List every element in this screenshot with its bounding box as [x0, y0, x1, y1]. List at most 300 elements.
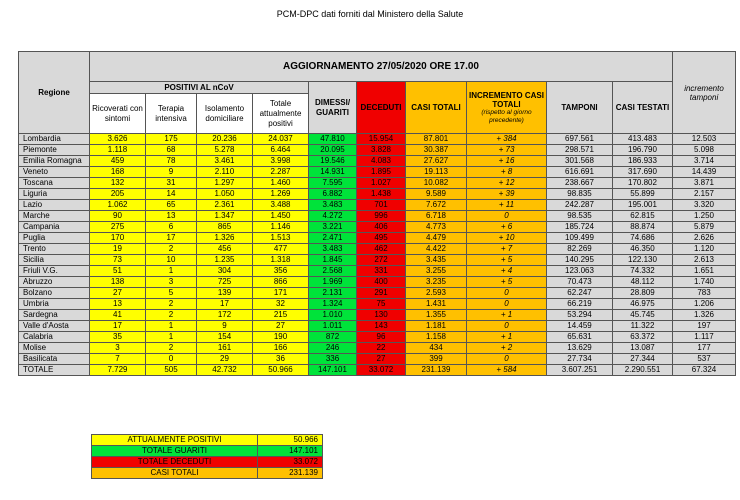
cell-isolamento: 2.361: [197, 200, 253, 211]
col-header-ricoverati: Ricoverati con sintomi: [90, 94, 146, 134]
cell-incremento: 0: [467, 211, 547, 222]
cell-casi-totali: 2.593: [406, 288, 467, 299]
cell-totale-positivi: 190: [253, 332, 309, 343]
cell-ricoverati: 459: [90, 156, 146, 167]
cell-deceduti: 1.438: [357, 189, 406, 200]
table-row: [19, 178, 736, 189]
col-header-casi-totali: CASI TOTALI: [406, 82, 467, 134]
cell-regione: Toscana: [19, 178, 90, 189]
cell-casi-totali: 1.181: [406, 321, 467, 332]
cell-regione: Friuli V.G.: [19, 266, 90, 277]
cell-tamponi: 301.568: [547, 156, 613, 167]
cell-terapia: 3: [146, 277, 197, 288]
cell-deceduti: 3.828: [357, 145, 406, 156]
cell-ricoverati: 27: [90, 288, 146, 299]
cell-dimessi: 872: [309, 332, 357, 343]
cell-tamponi: 70.473: [547, 277, 613, 288]
table-row: [19, 354, 736, 365]
cell-totale-positivi: 6.464: [253, 145, 309, 156]
cell-ricoverati: 3.626: [90, 134, 146, 145]
cell-regione: Calabria: [19, 332, 90, 343]
cell-incremento: + 39: [467, 189, 547, 200]
cell-casi-totali: 399: [406, 354, 467, 365]
cell-casi-testati: 55.899: [613, 189, 673, 200]
cell-regione: TOTALE: [19, 365, 90, 376]
cell-dimessi: 1.010: [309, 310, 357, 321]
summary-label: CASI TOTALI: [92, 468, 258, 479]
summary-table: [91, 434, 323, 479]
col-header-dimessi: DIMESSI/ GUARITI: [309, 82, 357, 134]
cell-terapia: 31: [146, 178, 197, 189]
cell-deceduti: 291: [357, 288, 406, 299]
summary-label: TOTALE DECEDUTI: [92, 457, 258, 468]
cell-incremento-tamponi: 1.117: [673, 332, 736, 343]
cell-incremento: + 5: [467, 255, 547, 266]
cell-deceduti: 27: [357, 354, 406, 365]
cell-incremento: + 6: [467, 222, 547, 233]
cell-deceduti: 96: [357, 332, 406, 343]
cell-casi-testati: 196.790: [613, 145, 673, 156]
cell-incremento-tamponi: 1.740: [673, 277, 736, 288]
cell-deceduti: 143: [357, 321, 406, 332]
cell-ricoverati: 205: [90, 189, 146, 200]
cell-isolamento: 17: [197, 299, 253, 310]
cell-tamponi: 140.295: [547, 255, 613, 266]
cell-tamponi: 3.607.251: [547, 365, 613, 376]
cell-incremento-tamponi: 67.324: [673, 365, 736, 376]
cell-casi-totali: 10.082: [406, 178, 467, 189]
update-title: AGGIORNAMENTO 27/05/2020 ORE 17.00: [90, 52, 673, 82]
cell-regione: Abruzzo: [19, 277, 90, 288]
cell-tamponi: 616.691: [547, 167, 613, 178]
cell-tamponi: 14.459: [547, 321, 613, 332]
table-row: [19, 288, 736, 299]
cell-tamponi: 27.734: [547, 354, 613, 365]
cell-incremento: + 1: [467, 332, 547, 343]
cell-tamponi: 185.724: [547, 222, 613, 233]
cell-ricoverati: 1.118: [90, 145, 146, 156]
cell-ricoverati: 138: [90, 277, 146, 288]
cell-casi-totali: 3.235: [406, 277, 467, 288]
cell-casi-testati: 45.745: [613, 310, 673, 321]
cell-incremento-tamponi: 1.206: [673, 299, 736, 310]
cell-totale-positivi: 166: [253, 343, 309, 354]
cell-incremento: + 16: [467, 156, 547, 167]
table-row: [19, 156, 736, 167]
col-header-incremento-tamponi: incremento tamponi: [673, 52, 736, 134]
cell-incremento-tamponi: 2.613: [673, 255, 736, 266]
cell-incremento-tamponi: 1.120: [673, 244, 736, 255]
cell-ricoverati: 1.062: [90, 200, 146, 211]
cell-ricoverati: 73: [90, 255, 146, 266]
cell-dimessi: 1.011: [309, 321, 357, 332]
cell-incremento: 0: [467, 288, 547, 299]
col-header-terapia: Terapia intensiva: [146, 94, 197, 134]
cell-regione: Sardegna: [19, 310, 90, 321]
cell-incremento-tamponi: 177: [673, 343, 736, 354]
table-row: [19, 299, 736, 310]
cell-tamponi: 123.063: [547, 266, 613, 277]
summary-value: 33.072: [258, 457, 323, 468]
source-note: PCM-DPC dati forniti dal Ministero della Salute: [276, 9, 464, 19]
cell-dimessi: 4.272: [309, 211, 357, 222]
cell-incremento-tamponi: 1.326: [673, 310, 736, 321]
cell-incremento-tamponi: 197: [673, 321, 736, 332]
cell-totale-positivi: 356: [253, 266, 309, 277]
cell-isolamento: 9: [197, 321, 253, 332]
cell-casi-testati: 186.933: [613, 156, 673, 167]
summary-value: 50.966: [258, 435, 323, 446]
cell-deceduti: 400: [357, 277, 406, 288]
cell-totale-positivi: 215: [253, 310, 309, 321]
cell-isolamento: 304: [197, 266, 253, 277]
cell-casi-totali: 87.801: [406, 134, 467, 145]
cell-isolamento: 1.347: [197, 211, 253, 222]
table-row: [19, 310, 736, 321]
summary-value: 147.101: [258, 446, 323, 457]
cell-isolamento: 42.732: [197, 365, 253, 376]
cell-incremento: + 5: [467, 277, 547, 288]
cell-terapia: 1: [146, 332, 197, 343]
table-row: [19, 233, 736, 244]
cell-casi-testati: 74.332: [613, 266, 673, 277]
cell-terapia: 9: [146, 167, 197, 178]
cell-tamponi: 238.667: [547, 178, 613, 189]
cell-casi-totali: 1.158: [406, 332, 467, 343]
cell-isolamento: 154: [197, 332, 253, 343]
cell-deceduti: 462: [357, 244, 406, 255]
cell-casi-testati: 46.975: [613, 299, 673, 310]
cell-incremento-tamponi: 12.503: [673, 134, 736, 145]
cell-totale-positivi: 32: [253, 299, 309, 310]
cell-incremento-tamponi: 2.626: [673, 233, 736, 244]
positivi-group-header: POSITIVI AL nCoV: [90, 82, 309, 94]
cell-casi-totali: 4.773: [406, 222, 467, 233]
cell-ricoverati: 132: [90, 178, 146, 189]
cell-isolamento: 1.297: [197, 178, 253, 189]
cell-ricoverati: 7.729: [90, 365, 146, 376]
cell-incremento: + 73: [467, 145, 547, 156]
col-header-casi-testati: CASI TESTATI: [613, 82, 673, 134]
cell-incremento-tamponi: 2.157: [673, 189, 736, 200]
summary-value: 231.139: [258, 468, 323, 479]
cell-incremento: 0: [467, 299, 547, 310]
cell-terapia: 505: [146, 365, 197, 376]
cell-deceduti: 272: [357, 255, 406, 266]
cell-isolamento: 865: [197, 222, 253, 233]
cell-dimessi: 3.483: [309, 244, 357, 255]
cell-casi-testati: 48.112: [613, 277, 673, 288]
cell-ricoverati: 13: [90, 299, 146, 310]
cell-casi-totali: 4.422: [406, 244, 467, 255]
cell-casi-totali: 7.672: [406, 200, 467, 211]
cell-totale-positivi: 2.287: [253, 167, 309, 178]
cell-incremento-tamponi: 1.250: [673, 211, 736, 222]
cell-casi-totali: 1.355: [406, 310, 467, 321]
cell-regione: Lazio: [19, 200, 90, 211]
cell-ricoverati: 3: [90, 343, 146, 354]
cell-tamponi: 109.499: [547, 233, 613, 244]
cell-incremento: 0: [467, 354, 547, 365]
cell-totale-positivi: 1.146: [253, 222, 309, 233]
cell-regione: Veneto: [19, 167, 90, 178]
cell-totale-positivi: 866: [253, 277, 309, 288]
cell-tamponi: 66.219: [547, 299, 613, 310]
cell-deceduti: 331: [357, 266, 406, 277]
cell-totale-positivi: 3.488: [253, 200, 309, 211]
cell-casi-testati: 28.809: [613, 288, 673, 299]
cell-casi-testati: 88.874: [613, 222, 673, 233]
col-header-isolamento: Isolamento domiciliare: [197, 94, 253, 134]
cell-deceduti: 15.954: [357, 134, 406, 145]
cell-isolamento: 2.110: [197, 167, 253, 178]
cell-terapia: 13: [146, 211, 197, 222]
cell-regione: Puglia: [19, 233, 90, 244]
cell-casi-testati: 170.802: [613, 178, 673, 189]
cell-terapia: 1: [146, 266, 197, 277]
cell-dimessi: 47.810: [309, 134, 357, 145]
cell-dimessi: 1.845: [309, 255, 357, 266]
cell-incremento: + 2: [467, 343, 547, 354]
cell-deceduti: 33.072: [357, 365, 406, 376]
cell-tamponi: 53.294: [547, 310, 613, 321]
table-row: [19, 277, 736, 288]
cell-incremento: + 384: [467, 134, 547, 145]
cell-deceduti: 406: [357, 222, 406, 233]
cell-regione: Valle d'Aosta: [19, 321, 90, 332]
cell-incremento-tamponi: 3.714: [673, 156, 736, 167]
cell-casi-testati: 122.130: [613, 255, 673, 266]
cell-incremento-tamponi: 537: [673, 354, 736, 365]
cell-dimessi: 1.324: [309, 299, 357, 310]
cell-regione: Sicilia: [19, 255, 90, 266]
cell-incremento: + 8: [467, 167, 547, 178]
cell-tamponi: 98.535: [547, 211, 613, 222]
cell-casi-testati: 62.815: [613, 211, 673, 222]
summary-label: TOTALE GUARITI: [92, 446, 258, 457]
cell-dimessi: 19.546: [309, 156, 357, 167]
cell-dimessi: 6.882: [309, 189, 357, 200]
cell-terapia: 2: [146, 343, 197, 354]
col-header-incremento: INCREMENTO CASI TOTALI (rispetto al giorno precedente): [467, 82, 547, 134]
cell-incremento-tamponi: 5.098: [673, 145, 736, 156]
cell-isolamento: 1.050: [197, 189, 253, 200]
cell-incremento-tamponi: 5.879: [673, 222, 736, 233]
cell-totale-positivi: 171: [253, 288, 309, 299]
cell-incremento: + 12: [467, 178, 547, 189]
table-row: [19, 266, 736, 277]
table-row: [19, 167, 736, 178]
cell-incremento: + 10: [467, 233, 547, 244]
cell-ricoverati: 7: [90, 354, 146, 365]
cell-totale-positivi: 24.037: [253, 134, 309, 145]
summary-row: [92, 468, 323, 479]
cell-casi-testati: 317.690: [613, 167, 673, 178]
cell-incremento: + 4: [467, 266, 547, 277]
cell-dimessi: 147.101: [309, 365, 357, 376]
table-row: [19, 189, 736, 200]
summary-row: [92, 457, 323, 468]
cell-dimessi: 1.969: [309, 277, 357, 288]
table-row: [19, 134, 736, 145]
cell-dimessi: 20.095: [309, 145, 357, 156]
cell-incremento: + 11: [467, 200, 547, 211]
cell-casi-totali: 6.718: [406, 211, 467, 222]
summary-row: [92, 435, 323, 446]
cell-incremento: + 584: [467, 365, 547, 376]
cell-incremento-tamponi: 14.439: [673, 167, 736, 178]
cell-regione: Emilia Romagna: [19, 156, 90, 167]
col-header-regione: Regione: [19, 52, 90, 134]
cell-incremento: + 1: [467, 310, 547, 321]
cell-dimessi: 3.483: [309, 200, 357, 211]
cell-deceduti: 495: [357, 233, 406, 244]
table-row: [19, 321, 736, 332]
cell-tamponi: 98.835: [547, 189, 613, 200]
cell-casi-testati: 13.087: [613, 343, 673, 354]
cell-tamponi: 13.629: [547, 343, 613, 354]
cell-terapia: 0: [146, 354, 197, 365]
cell-deceduti: 1.895: [357, 167, 406, 178]
cell-isolamento: 1.326: [197, 233, 253, 244]
cell-terapia: 65: [146, 200, 197, 211]
cell-dimessi: 14.931: [309, 167, 357, 178]
cell-deceduti: 130: [357, 310, 406, 321]
cell-regione: Piemonte: [19, 145, 90, 156]
cell-dimessi: 7.595: [309, 178, 357, 189]
cell-totale-positivi: 36: [253, 354, 309, 365]
cell-tamponi: 62.247: [547, 288, 613, 299]
cell-terapia: 2: [146, 310, 197, 321]
cell-regione: Molise: [19, 343, 90, 354]
table-row: [19, 244, 736, 255]
cell-totale-positivi: 1.269: [253, 189, 309, 200]
cell-isolamento: 3.461: [197, 156, 253, 167]
cell-casi-testati: 2.290.551: [613, 365, 673, 376]
cell-totale-positivi: 1.513: [253, 233, 309, 244]
cell-casi-testati: 63.372: [613, 332, 673, 343]
cell-casi-totali: 434: [406, 343, 467, 354]
cell-ricoverati: 275: [90, 222, 146, 233]
table-row: [19, 145, 736, 156]
cell-terapia: 17: [146, 233, 197, 244]
cell-isolamento: 172: [197, 310, 253, 321]
cell-regione: Campania: [19, 222, 90, 233]
cell-terapia: 5: [146, 288, 197, 299]
cell-deceduti: 996: [357, 211, 406, 222]
cell-deceduti: 701: [357, 200, 406, 211]
cell-isolamento: 20.236: [197, 134, 253, 145]
cell-casi-totali: 19.113: [406, 167, 467, 178]
cell-isolamento: 725: [197, 277, 253, 288]
cell-deceduti: 1.027: [357, 178, 406, 189]
cell-casi-totali: 27.627: [406, 156, 467, 167]
cell-isolamento: 29: [197, 354, 253, 365]
cell-regione: Liguria: [19, 189, 90, 200]
cell-ricoverati: 19: [90, 244, 146, 255]
cell-terapia: 175: [146, 134, 197, 145]
cell-terapia: 2: [146, 299, 197, 310]
cell-casi-testati: 413.483: [613, 134, 673, 145]
cell-terapia: 68: [146, 145, 197, 156]
cell-regione: Bolzano: [19, 288, 90, 299]
cell-ricoverati: 168: [90, 167, 146, 178]
cell-terapia: 6: [146, 222, 197, 233]
cell-totale-positivi: 50.966: [253, 365, 309, 376]
cell-casi-totali: 3.255: [406, 266, 467, 277]
cell-totale-positivi: 27: [253, 321, 309, 332]
totals-row: [19, 365, 736, 376]
cell-incremento-tamponi: 783: [673, 288, 736, 299]
table-row: [19, 343, 736, 354]
table-row: [19, 332, 736, 343]
table-row: [19, 222, 736, 233]
cell-totale-positivi: 3.998: [253, 156, 309, 167]
cell-ricoverati: 17: [90, 321, 146, 332]
covid-data-table: [18, 51, 736, 376]
summary-row: [92, 446, 323, 457]
cell-ricoverati: 170: [90, 233, 146, 244]
cell-totale-positivi: 477: [253, 244, 309, 255]
cell-ricoverati: 90: [90, 211, 146, 222]
cell-regione: Trento: [19, 244, 90, 255]
cell-casi-totali: 231.139: [406, 365, 467, 376]
cell-tamponi: 65.631: [547, 332, 613, 343]
cell-dimessi: 3.221: [309, 222, 357, 233]
cell-incremento-tamponi: 3.871: [673, 178, 736, 189]
cell-isolamento: 456: [197, 244, 253, 255]
cell-ricoverati: 41: [90, 310, 146, 321]
cell-isolamento: 1.235: [197, 255, 253, 266]
cell-isolamento: 5.278: [197, 145, 253, 156]
cell-incremento: + 7: [467, 244, 547, 255]
cell-casi-testati: 195.001: [613, 200, 673, 211]
cell-totale-positivi: 1.450: [253, 211, 309, 222]
cell-incremento-tamponi: 3.320: [673, 200, 736, 211]
table-row: [19, 255, 736, 266]
cell-isolamento: 139: [197, 288, 253, 299]
cell-deceduti: 75: [357, 299, 406, 310]
cell-deceduti: 22: [357, 343, 406, 354]
table-row: [19, 200, 736, 211]
col-header-deceduti: DECEDUTI: [357, 82, 406, 134]
cell-casi-totali: 4.479: [406, 233, 467, 244]
cell-incremento-tamponi: 1.651: [673, 266, 736, 277]
cell-dimessi: 2.471: [309, 233, 357, 244]
cell-regione: Marche: [19, 211, 90, 222]
cell-terapia: 78: [146, 156, 197, 167]
cell-dimessi: 2.131: [309, 288, 357, 299]
col-header-totale-positivi: Totale attualmente positivi: [253, 94, 309, 134]
cell-tamponi: 242.287: [547, 200, 613, 211]
cell-tamponi: 697.561: [547, 134, 613, 145]
cell-terapia: 10: [146, 255, 197, 266]
cell-terapia: 14: [146, 189, 197, 200]
cell-regione: Umbria: [19, 299, 90, 310]
cell-terapia: 1: [146, 321, 197, 332]
cell-casi-testati: 74.686: [613, 233, 673, 244]
cell-casi-totali: 3.435: [406, 255, 467, 266]
cell-ricoverati: 51: [90, 266, 146, 277]
cell-tamponi: 82.269: [547, 244, 613, 255]
cell-deceduti: 4.083: [357, 156, 406, 167]
cell-dimessi: 2.568: [309, 266, 357, 277]
cell-casi-totali: 1.431: [406, 299, 467, 310]
cell-regione: Basilicata: [19, 354, 90, 365]
cell-dimessi: 246: [309, 343, 357, 354]
cell-regione: Lombardia: [19, 134, 90, 145]
table-row: [19, 211, 736, 222]
